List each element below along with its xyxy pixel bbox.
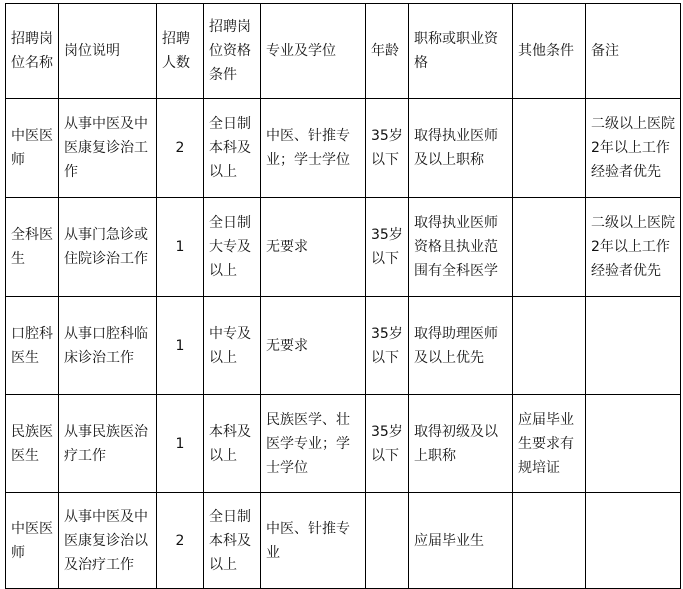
qualification-cell: 中专及以上 — [204, 297, 261, 395]
header-cell: 招聘岗位资格条件 — [204, 4, 261, 99]
qualification-cell: 全日制大专及以上 — [204, 198, 261, 297]
note-cell — [586, 297, 681, 395]
position-name-cell: 民族医医生 — [6, 395, 59, 493]
other-cell — [513, 493, 586, 589]
qualification-cell: 全日制本科及以上 — [204, 99, 261, 198]
note-cell: 二级以上医院2年以上工作经验者优先 — [586, 99, 681, 198]
note-cell: 二级以上医院2年以上工作经验者优先 — [586, 198, 681, 297]
header-cell: 职称或职业资格 — [409, 4, 513, 99]
other-cell — [513, 99, 586, 198]
title-cell: 取得执业医师资格且执业范围有全科医学 — [409, 198, 513, 297]
table-row — [6, 493, 681, 589]
table-row — [6, 395, 681, 493]
count-cell: 1 — [157, 198, 204, 297]
header-cell: 其他条件 — [513, 4, 586, 99]
header-row — [6, 4, 681, 99]
note-cell — [586, 395, 681, 493]
header-cell: 岗位说明 — [59, 4, 157, 99]
count-cell: 2 — [157, 493, 204, 589]
major-cell: 民族医学、壮医学专业；学士学位 — [261, 395, 366, 493]
recruitment-table — [5, 3, 681, 589]
title-cell: 应届毕业生 — [409, 493, 513, 589]
position-name-cell: 全科医生 — [6, 198, 59, 297]
header-cell: 招聘人数 — [157, 4, 204, 99]
major-cell: 中医、针推专业 — [261, 493, 366, 589]
title-cell: 取得执业医师及以上职称 — [409, 99, 513, 198]
other-cell — [513, 198, 586, 297]
count-cell: 1 — [157, 297, 204, 395]
table-row — [6, 99, 681, 198]
age-cell: 35岁以下 — [366, 198, 409, 297]
count-cell: 2 — [157, 99, 204, 198]
age-cell: 35岁以下 — [366, 395, 409, 493]
other-cell: 应届毕业生要求有规培证 — [513, 395, 586, 493]
position-name-cell: 口腔科医生 — [6, 297, 59, 395]
other-cell — [513, 297, 586, 395]
title-cell: 取得助理医师及以上优先 — [409, 297, 513, 395]
description-cell: 从事口腔科临床诊治工作 — [59, 297, 157, 395]
table-row — [6, 198, 681, 297]
header-cell: 招聘岗位名称 — [6, 4, 59, 99]
major-cell: 无要求 — [261, 198, 366, 297]
qualification-cell: 本科及以上 — [204, 395, 261, 493]
count-cell: 1 — [157, 395, 204, 493]
table-row — [6, 297, 681, 395]
position-name-cell: 中医医师 — [6, 493, 59, 589]
major-cell: 中医、针推专业；学士学位 — [261, 99, 366, 198]
header-cell: 备注 — [586, 4, 681, 99]
description-cell: 从事门急诊或住院诊治工作 — [59, 198, 157, 297]
description-cell: 从事中医及中医康复诊治工作 — [59, 99, 157, 198]
title-cell: 取得初级及以上职称 — [409, 395, 513, 493]
header-cell: 专业及学位 — [261, 4, 366, 99]
note-cell — [586, 493, 681, 589]
position-name-cell: 中医医师 — [6, 99, 59, 198]
age-cell: 35岁以下 — [366, 297, 409, 395]
major-cell: 无要求 — [261, 297, 366, 395]
qualification-cell: 全日制本科及以上 — [204, 493, 261, 589]
age-cell: 35岁以下 — [366, 99, 409, 198]
header-cell: 年龄 — [366, 4, 409, 99]
age-cell — [366, 493, 409, 589]
description-cell: 从事民族医治疗工作 — [59, 395, 157, 493]
description-cell: 从事中医及中医康复诊治以及治疗工作 — [59, 493, 157, 589]
